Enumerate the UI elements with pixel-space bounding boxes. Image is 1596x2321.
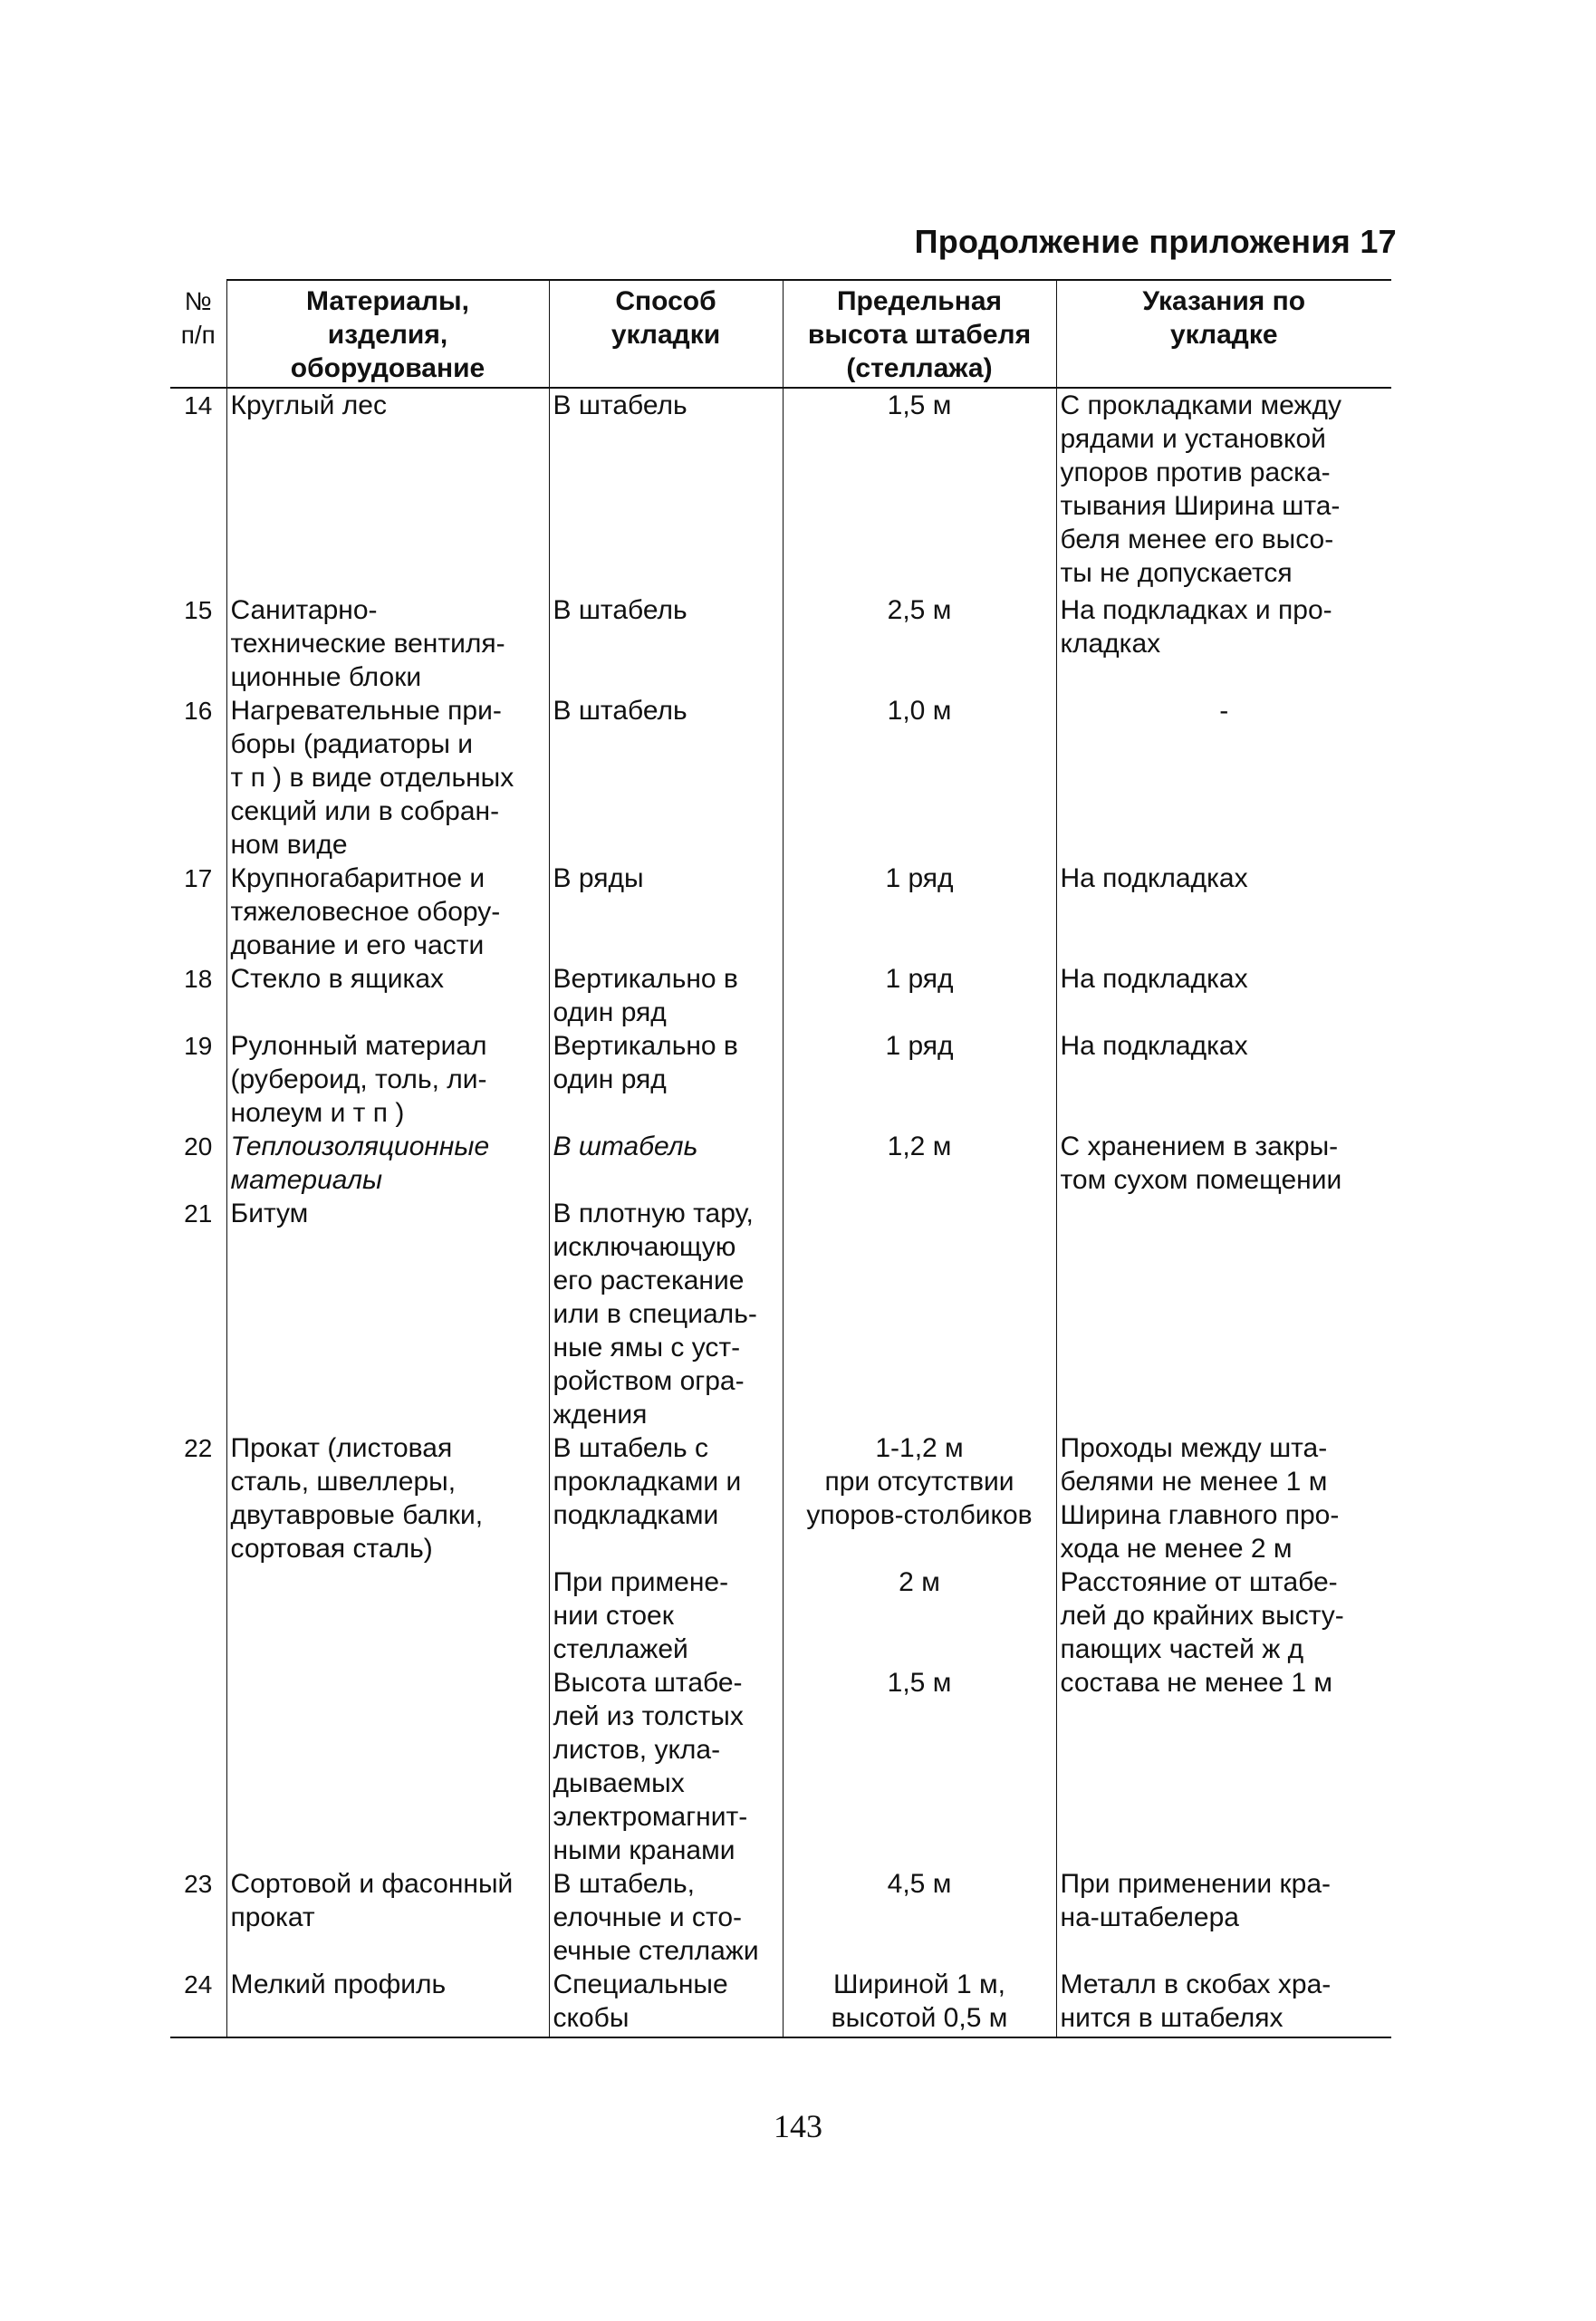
row-notes: На подкладках и про- кладках <box>1060 595 1332 659</box>
column-header-materials: Материалы, изделия, оборудование <box>226 279 549 388</box>
row-notes: Проходы между шта- белями не менее 1 м Ширина главного про- хода не менее 2 м Расстояние от штабе- лей до крайних высту- пающих частей ж д состава не менее 1 м <box>1060 1433 1344 1698</box>
row-height: 2,5 м <box>783 593 1056 694</box>
row-material <box>226 1666 549 1867</box>
row-method: В штабель, елочные и сто- ечные стеллажи <box>549 1867 783 1968</box>
row-number: 22 <box>170 1431 226 1565</box>
column-header-method: Способ укладки <box>549 279 783 388</box>
table-row <box>170 593 1391 694</box>
row-material: Нагревательные при- боры (радиаторы и т п ) в виде отдельных секций или в собран- ном виде <box>226 694 549 862</box>
row-material <box>226 1565 549 1666</box>
row-number: 15 <box>170 593 226 694</box>
row-height: Шириной 1 м, высотой 0,5 м <box>783 1968 1056 2037</box>
row-notes: - <box>1219 696 1229 726</box>
row-method: Вертикально в один ряд <box>549 1029 783 1130</box>
table-row <box>170 1029 1391 1130</box>
storage-table <box>170 279 1391 2038</box>
row-method: В штабель <box>549 388 783 593</box>
row-material: Санитарно- технические вентиля- ционные блоки <box>226 593 549 694</box>
row-material: Битум <box>226 1197 549 1431</box>
row-number: 21 <box>170 1197 226 1431</box>
row-material: Сортовой и фасонный прокат <box>226 1867 549 1968</box>
row-number: 24 <box>170 1968 226 2037</box>
row-number <box>170 1565 226 1666</box>
table-row <box>170 694 1391 862</box>
page-header: Продолжение приложения 17 <box>914 223 1397 260</box>
row-number: 20 <box>170 1130 226 1197</box>
table-row <box>170 1431 1391 1565</box>
row-number: 19 <box>170 1029 226 1130</box>
row-method: В штабель с прокладками и подкладками <box>549 1431 783 1565</box>
row-material: Прокат (листовая сталь, швеллеры, двутавровые балки, сортовая сталь) <box>226 1431 549 1565</box>
row-height: 1,0 м <box>783 694 1056 862</box>
table-row <box>170 862 1391 962</box>
row-height <box>783 1197 1056 1431</box>
column-header-notes: Указания по укладке <box>1056 279 1391 388</box>
row-material: Круглый лес <box>226 388 549 593</box>
row-method: При примене- нии стоек стеллажей <box>549 1565 783 1666</box>
row-material: Стекло в ящиках <box>226 962 549 1029</box>
row-material: Мелкий профиль <box>226 1968 549 2037</box>
row-method: В ряды <box>549 862 783 962</box>
row-height: 1 ряд <box>783 1029 1056 1130</box>
table-top-rule <box>226 279 1391 281</box>
table-row <box>170 962 1391 1029</box>
row-height: 1 ряд <box>783 962 1056 1029</box>
row-notes: С хранением в закры- том сухом помещении <box>1060 1132 1342 1195</box>
table-row <box>170 1968 1391 2037</box>
row-number: 16 <box>170 694 226 862</box>
row-height: 1-1,2 м при отсутствии упоров-столбиков <box>783 1431 1056 1565</box>
row-number <box>170 1666 226 1867</box>
column-header-height: Предельная высота штабеля (стеллажа) <box>783 279 1056 388</box>
row-notes: С прокладками между рядами и установкой упоров против раска- тывания Ширина шта- беля менее его высо- ты не допускается <box>1060 390 1342 588</box>
table-row <box>170 388 1391 593</box>
row-notes: На подкладках <box>1060 863 1248 893</box>
row-height: 2 м <box>783 1565 1056 1666</box>
page-number: 143 <box>774 2108 822 2144</box>
row-material: Теплоизоляционные материалы <box>226 1130 549 1197</box>
row-height: 1,5 м <box>783 1666 1056 1867</box>
row-method: Специальные скобы <box>549 1968 783 2037</box>
row-method: Высота штабе- лей из толстых листов, укла- дываемых электромагнит- ными кранами <box>549 1666 783 1867</box>
row-number: 18 <box>170 962 226 1029</box>
table-row <box>170 1197 1391 1431</box>
row-number: 14 <box>170 388 226 593</box>
row-notes: На подкладках <box>1060 1031 1248 1061</box>
row-method: В штабель <box>549 593 783 694</box>
row-height: 1 ряд <box>783 862 1056 962</box>
row-height: 1,5 м <box>783 388 1056 593</box>
row-height: 1,2 м <box>783 1130 1056 1197</box>
row-method: В штабель <box>549 694 783 862</box>
row-number: 17 <box>170 862 226 962</box>
row-method: В штабель <box>549 1130 783 1197</box>
row-notes: На подкладках <box>1060 964 1248 994</box>
row-method: Вертикально в один ряд <box>549 962 783 1029</box>
row-material: Крупногабаритное и тяжеловесное обору- дование и его части <box>226 862 549 962</box>
row-number: 23 <box>170 1867 226 1968</box>
row-material: Рулонный материал (рубероид, толь, ли- нолеум и т п ) <box>226 1029 549 1130</box>
column-header-number: № п/п <box>170 279 226 388</box>
table-row <box>170 1867 1391 1968</box>
storage-table-wrap <box>170 279 1391 2038</box>
table-header-row <box>170 279 1391 388</box>
table-row <box>170 1130 1391 1197</box>
row-height: 4,5 м <box>783 1867 1056 1968</box>
row-notes: При применении кра- на-штабелера <box>1060 1869 1331 1932</box>
row-notes <box>1056 1197 1391 1431</box>
row-method: В плотную тару, исключающую его растекание или в специаль- ные ямы с уст- ройством огра- ждения <box>549 1197 783 1431</box>
row-notes: Металл в скобах хра- нится в штабелях <box>1056 1968 1391 2037</box>
